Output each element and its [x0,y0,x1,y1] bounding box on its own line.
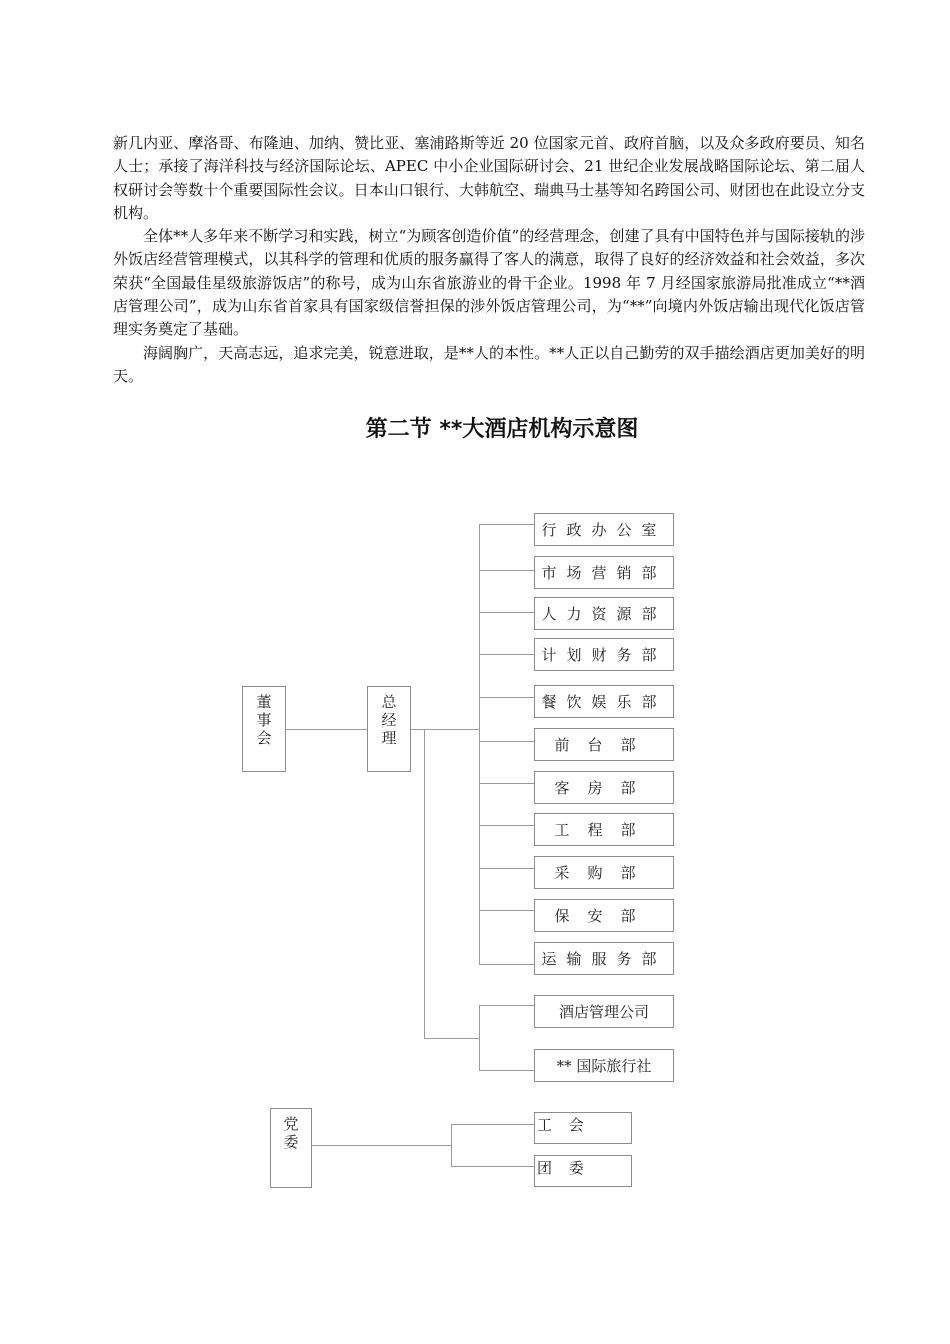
gm-trunk-connector [410,729,480,730]
sub-branch [479,1005,535,1006]
sub-vertical-from-gm [424,729,425,1038]
dept-food-entertainment: 餐饮娱乐部 [534,685,674,718]
body-text [113,132,865,388]
sub-vertical-line [479,1005,480,1071]
dept-engineering: 工程部 [534,813,674,846]
dept-branch [479,825,535,826]
dept-branch [479,612,535,613]
dept-admin-office: 行政办公室 [534,513,674,546]
dept-front-desk: 前台部 [534,728,674,761]
dept-vertical-line [479,524,480,965]
paragraph-3: 海阔胸广，天高志远，追求完美，锐意进取，是**人的本性。**人正以自己勤劳的双手描绘酒店更加美好的明天。 [113,343,865,385]
subsidiary-hotel-management: 酒店管理公司 [534,995,674,1028]
dept-hr: 人力资源部 [534,597,674,630]
dept-branch [479,524,535,525]
dept-branch [479,868,535,869]
youth-league-box: 团 委 [534,1155,632,1187]
dept-branch [479,697,535,698]
party-branch [451,1124,535,1125]
dept-branch [479,570,535,571]
dept-branch [479,741,535,742]
paragraph-1: 新几内亚、摩洛哥、布隆迪、加纳、赞比亚、塞浦路斯等近 20 位国家元首、政府首脑，以及众多政府要员、知名人士；承接了海洋科技与经济国际论坛、APEC 中小企业国际研讨会、21 世纪企业发展战略国际论坛、第二届人权研讨会等数十个重要国际性会议。日本山口银行、大韩航空、瑞典马士基等知名跨国公司、财团也在此设立分支机构。 [113,134,865,222]
dept-branch [479,910,535,911]
party-committee-box: 党 委 [270,1108,312,1188]
general-manager-box: 总 经 理 [367,686,411,772]
dept-finance: 计划财务部 [534,638,674,671]
party-branch [451,1166,535,1167]
sub-branch [479,1070,535,1071]
dept-transport: 运输服务部 [534,942,674,975]
dept-branch [479,783,535,784]
dept-branch [479,654,535,655]
dept-housekeeping: 客房部 [534,771,674,804]
subsidiary-travel-agency: ** 国际旅行社 [534,1049,674,1082]
sub-horizontal [424,1038,480,1039]
dept-marketing: 市场营销部 [534,556,674,589]
dept-security: 保安部 [534,899,674,932]
party-vertical-line [451,1124,452,1166]
board-of-directors-box: 董 事 会 [242,686,286,772]
trade-union-box: 工 会 [534,1112,632,1144]
paragraph-2: 全体**人多年来不断学习和实践，树立“为顾客创造价值”的经营理念，创建了具有中国特色并与国际接轨的涉外饭店经营管理模式，以其科学的管理和优质的服务赢得了客人的满意，取得了良好的经济效益和社会效益，多次荣获“全国最佳星级旅游饭店”的称号，成为山东省旅游业的骨干企业。1998 年 7 月经国家旅游局批准成立“**酒店管理公司”，成为山东省首家具有国家级信誉担保的涉外饭店管理公司，为“**”向境内外饭店输出现代化饭店管理实务奠定了基础。 [113,227,865,339]
dept-purchasing: 采购部 [534,856,674,889]
section-title: 第二节 **大酒店机构示意图 [365,417,639,442]
dept-branch [479,964,535,965]
board-gm-connector [285,729,368,730]
party-connector [312,1145,452,1146]
